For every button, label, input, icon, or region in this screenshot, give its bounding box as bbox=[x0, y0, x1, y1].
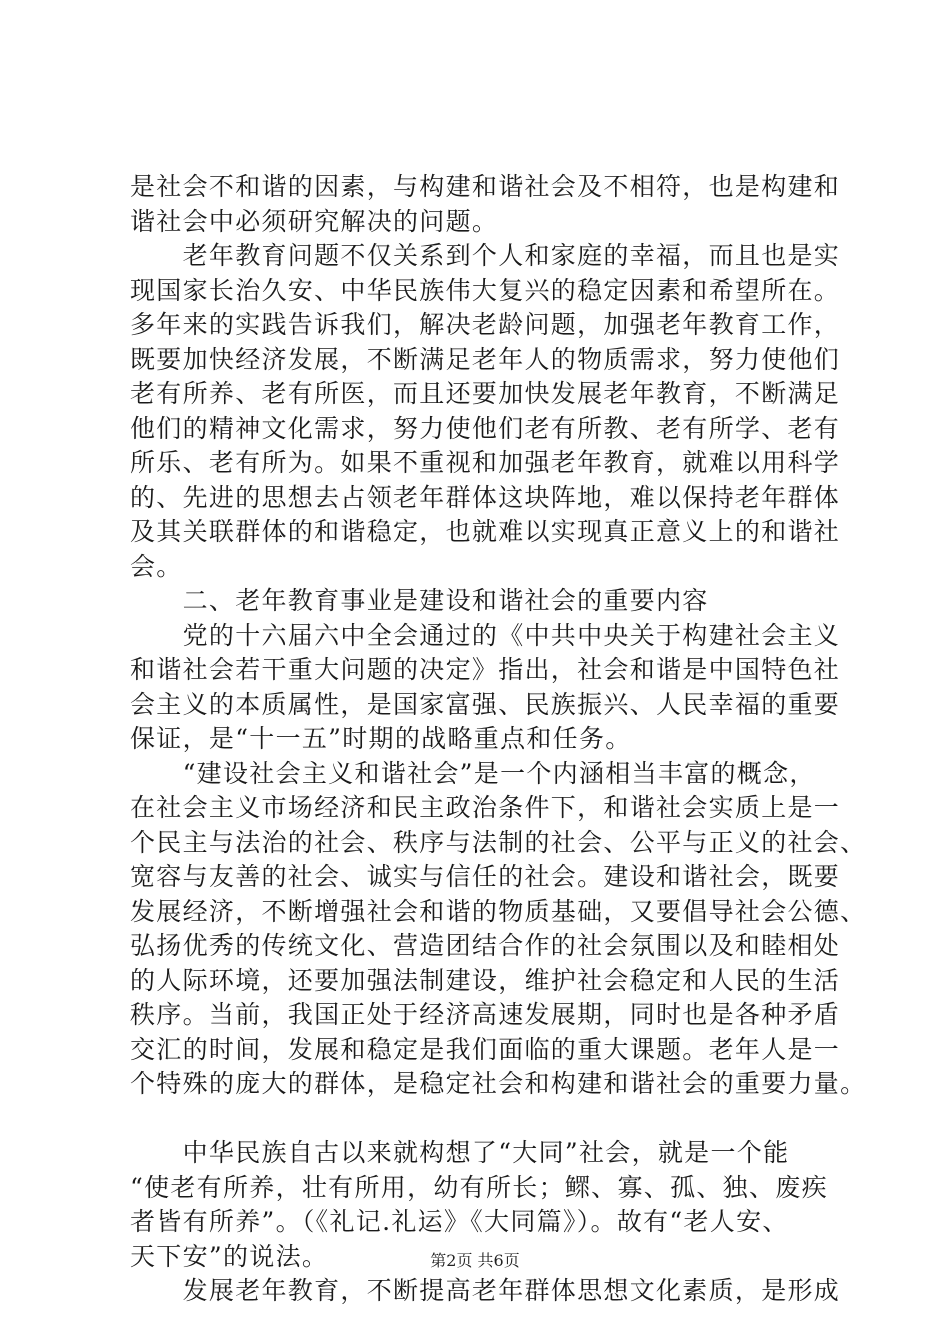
text-line: 多年来的实践告诉我们，解决老龄问题，加强老年教育工作， bbox=[130, 310, 841, 339]
text-line: 二、老年教育事业是建设和谐社会的重要内容 bbox=[130, 586, 709, 615]
text-line: 中华民族自古以来就构想了“大同”社会，就是一个能 bbox=[130, 1138, 790, 1167]
text-line: 个民主与法治的社会、秩序与法制的社会、公平与正义的社会、 bbox=[130, 827, 867, 857]
text-line: “建设社会主义和谐社会”是一个内涵相当丰富的概念， bbox=[130, 758, 816, 788]
text-line: 的人际环境，还要加强法制建设，维护社会稳定和人民的生活 bbox=[130, 965, 841, 995]
text-line: 是社会不和谐的因素，与构建和谐社会及不相符，也是构建和 bbox=[130, 172, 841, 201]
text-line: 会。 bbox=[130, 551, 183, 581]
text-line: 党的十六届六中全会通过的《中共中央关于构建社会主义 bbox=[130, 620, 841, 650]
text-line: 及其关联群体的和谐稳定，也就难以实现真正意义上的和谐社 bbox=[130, 517, 841, 546]
text-line: 保证，是“十一五”时期的战略重点和任务。 bbox=[130, 724, 632, 753]
text-line: 老年教育问题不仅关系到个人和家庭的幸福，而且也是实 bbox=[130, 241, 841, 270]
text-line: “使老有所养，壮有所用，幼有所长；鳏、寡、孤、独、废疾 bbox=[130, 1172, 828, 1202]
text-line: 宽容与友善的社会、诚实与信任的社会。建设和谐社会，既要 bbox=[130, 862, 841, 891]
text-line: 他们的精神文化需求，努力使他们老有所教、老有所学、老有 bbox=[130, 413, 841, 443]
text-line: 个特殊的庞大的群体，是稳定社会和构建和谐社会的重要力量。 bbox=[130, 1069, 867, 1098]
text-line: 谐社会中必须研究解决的问题。 bbox=[130, 206, 499, 236]
text-line: 发展经济，不断增强社会和谐的物质基础，又要倡导社会公德、 bbox=[130, 896, 867, 926]
text-line: 既要加快经济发展，不断满足老年人的物质需求，努力使他们 bbox=[130, 344, 841, 374]
text-line: 在社会主义市场经济和民主政治条件下，和谐社会实质上是一 bbox=[130, 793, 841, 822]
text-line: 弘扬优秀的传统文化、营造团结合作的社会氛围以及和睦相处 bbox=[130, 931, 841, 960]
page-footer: 第2页 共6页 bbox=[430, 1251, 520, 1270]
text-line: 和谐社会若干重大问题的决定》指出，社会和谐是中国特色社 bbox=[130, 655, 841, 684]
text-line: 的、先进的思想去占领老年群体这块阵地，难以保持老年群体 bbox=[130, 482, 841, 512]
text-line: 交汇的时间，发展和稳定是我们面临的重大课题。老年人是一 bbox=[130, 1034, 841, 1064]
body-text bbox=[130, 170, 867, 1309]
text-line: 者皆有所养”。（《礼记.礼运》《大同篇》）。故有“老人安、 bbox=[130, 1207, 789, 1236]
text-line: 天下安”的说法。 bbox=[130, 1241, 329, 1271]
text-line: 老有所养、老有所医，而且还要加快发展老年教育，不断满足 bbox=[130, 379, 841, 408]
text-line: 会主义的本质属性，是国家富强、民族振兴、人民幸福的重要 bbox=[130, 689, 841, 719]
text-line: 发展老年教育，不断提高老年群体思想文化素质，是形成 bbox=[130, 1276, 841, 1305]
text-line: 秩序。当前，我国正处于经济高速发展期，同时也是各种矛盾 bbox=[130, 1000, 841, 1029]
text-line: 现国家长治久安、中华民族伟大复兴的稳定因素和希望所在。 bbox=[130, 275, 841, 305]
blank-line bbox=[130, 1102, 830, 1137]
text-line: 所乐、老有所为。如果不重视和加强老年教育，就难以用科学 bbox=[130, 448, 841, 477]
